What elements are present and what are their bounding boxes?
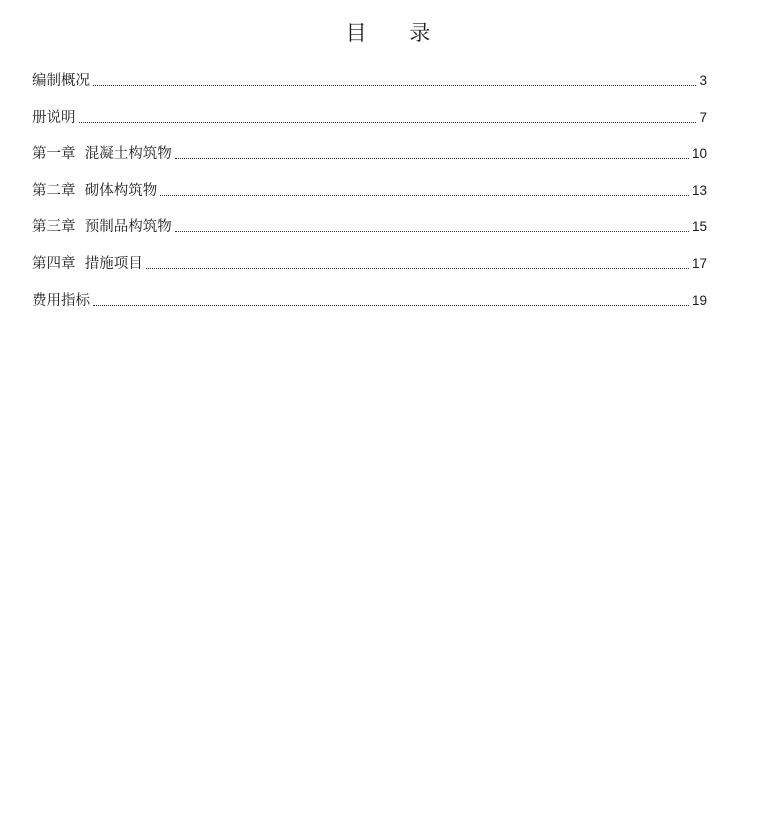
- toc-page-number: 19: [691, 292, 707, 308]
- toc-dot-leader: [175, 231, 689, 232]
- toc-entry-label: 编制概况: [32, 73, 90, 89]
- toc-dot-leader: [175, 158, 689, 159]
- toc-entry-chapter-2[interactable]: [32, 164, 707, 201]
- page-title: 目 录: [345, 21, 449, 45]
- toc-entry-volume-notes[interactable]: [32, 91, 707, 128]
- toc-page-number: 13: [691, 182, 707, 198]
- toc-entry-overview[interactable]: [32, 67, 707, 91]
- toc-dot-leader: [93, 305, 689, 306]
- toc-dot-leader: [93, 85, 696, 86]
- toc-page-number: 10: [691, 146, 707, 162]
- toc-entry-label: 第三章 预制品构筑物: [32, 219, 172, 236]
- toc-entry-label: 第一章 混凝土构筑物: [32, 146, 172, 163]
- toc-dot-leader: [146, 268, 689, 269]
- toc-entry-chapter-3[interactable]: [32, 201, 707, 238]
- toc-entry-label: 册说明: [32, 109, 76, 126]
- toc-entry-cost-indicators[interactable]: [32, 274, 707, 311]
- toc-entry-chapter-4[interactable]: [32, 237, 707, 274]
- toc-entry-label: 第二章 砌体构筑物: [32, 182, 158, 199]
- toc-page-number: 7: [699, 109, 707, 125]
- toc-entry-label: 费用指标: [32, 292, 90, 309]
- toc-page-number: 17: [691, 255, 707, 271]
- table-of-contents: [32, 67, 707, 311]
- toc-entry-label: 第四章 措施项目: [32, 255, 143, 272]
- toc-dot-leader: [79, 122, 697, 123]
- toc-entry-chapter-1[interactable]: [32, 128, 707, 165]
- toc-page-number: 15: [691, 219, 707, 235]
- toc-dot-leader: [160, 195, 689, 196]
- toc-page-number: 3: [699, 73, 707, 88]
